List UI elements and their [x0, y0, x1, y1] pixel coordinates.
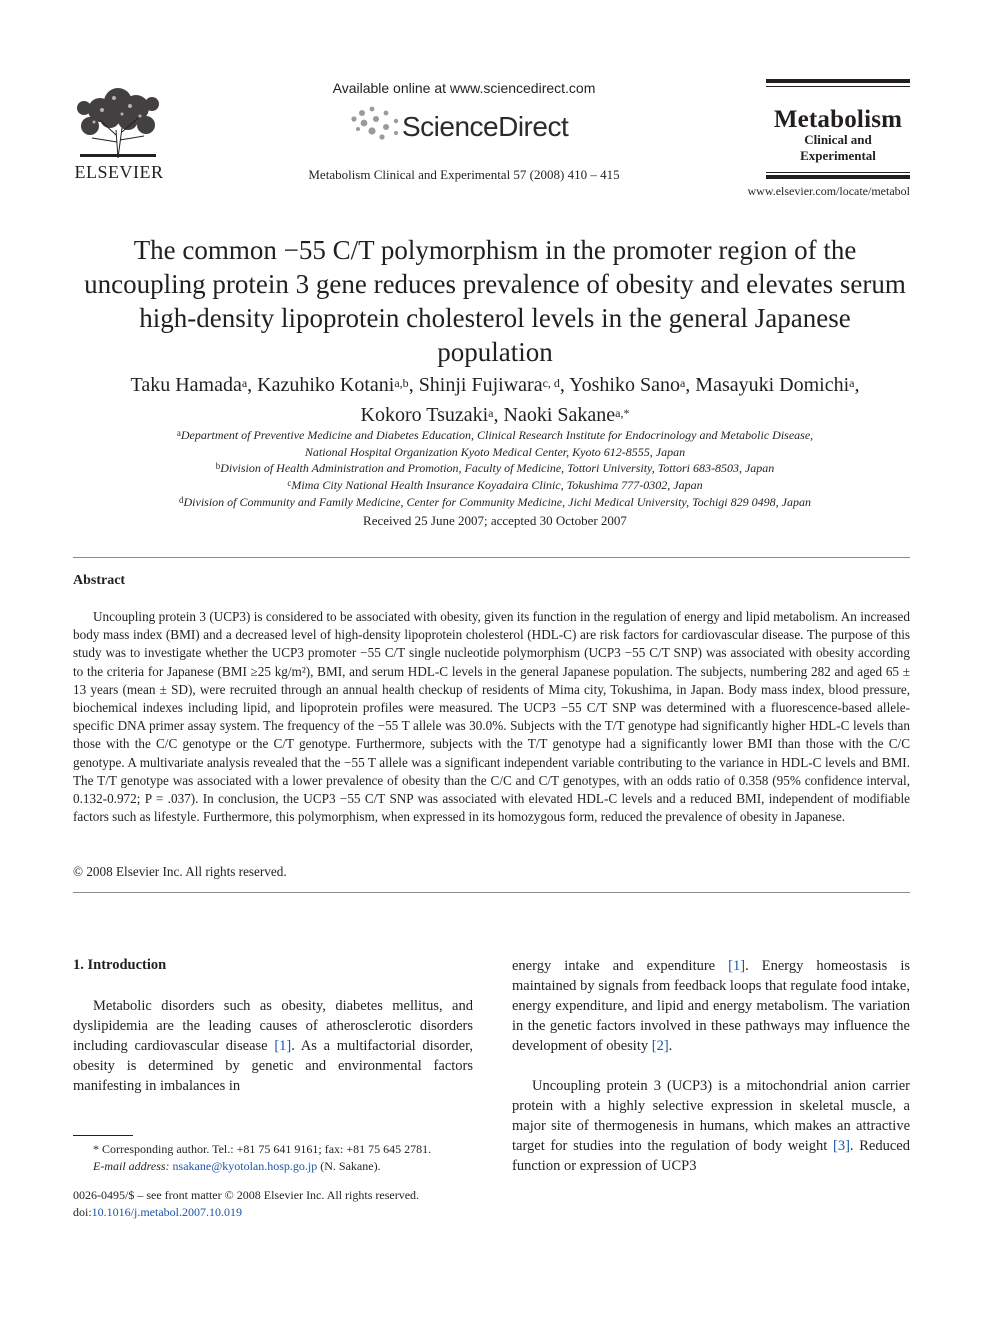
journal-title: Metabolism — [773, 106, 903, 133]
divider — [73, 557, 910, 558]
masthead-rule-bottom-thin — [766, 172, 910, 173]
author[interactable]: Masayuki Domichi$^a$ — [695, 374, 855, 396]
corresponding-author-note: * Corresponding author. Tel.: +81 75 641 9161; fax: +81 75 645 2781. — [93, 1142, 432, 1156]
author[interactable]: Shinji Fujiwara$^{c, d}$ — [418, 374, 560, 396]
email-link[interactable]: nsakane@kyotolan.hosp.go.jp — [172, 1159, 318, 1173]
author[interactable]: Kokoro Tsuzaki$^a$ — [360, 404, 494, 426]
author[interactable]: Kazuhiko Kotani$^{a,b}$ — [257, 374, 409, 396]
doi-line: doi:10.1016/j.metabol.2007.10.019 — [73, 1205, 242, 1219]
masthead-rule-bottom — [766, 175, 910, 179]
affiliation-c: $^c$Mima City National Health Insurance Koyadaira Clinic, Tokushima 777-0302, Japan — [287, 478, 703, 492]
journal-citation: Metabolism Clinical and Experimental 57 (2008) 410 – 415 — [308, 167, 620, 182]
available-online-text[interactable]: Available online at www.sciencedirect.com — [332, 80, 596, 96]
affiliation-d: $^d$Division of Community and Family Medicine, Center for Community Medicine, Jichi Medical University, Tochigi 829 0498, Japan — [179, 495, 811, 509]
intro-paragraph-2: Uncoupling protein 3 (UCP3) is a mitochondrial anion carrier protein with a highly selective expression in skeletal muscle, a major site of thermogenesis in humans, which makes an attractive target for studies into the regulation of body weight [3]. Reduced function or expression of UCP3 — [512, 1078, 910, 1174]
sciencedirect-name: ScienceDirect — [402, 111, 569, 142]
intro-paragraph-1: Metabolic disorders such as obesity, diabetes mellitus, and dyslipidemia are the leading causes of atherosclerotic disorders including cardiovascular disease [1]. As a multifactorial disorder, obesity is determined by genetic and environmental factors manifesting in imbalances in — [73, 998, 473, 1094]
journal-url-link[interactable]: www.elsevier.com/locate/metabol — [747, 184, 910, 198]
author-list: Taku Hamada$^a$, Kazuhiko Kotani$^{a,b}$, Shinji Fujiwara$^{c, d}$, Yoshiko Sano$^a$, Masayuki Domichi$^a$, Kokoro Tsuzaki$^a$, Naoki Sakane$^{a,*}$ — [130, 374, 860, 426]
affiliation-a: $^a$Department of Preventive Medicine and Diabetes Education, Clinical Research Institute for Endocrinology and Metabolic Disease, National Hospital Organization Kyoto Medical Center, Kyoto 612-8555, Japan — [176, 428, 814, 459]
divider — [73, 892, 910, 893]
author[interactable]: Naoki Sakane$^{a,*}$ — [503, 404, 630, 426]
section-heading: 1. Introduction — [73, 957, 167, 973]
affiliation-b: $^b$Division of Health Administration and Promotion, Faculty of Medicine, Tottori University, Tottori 683-8503, Japan — [215, 461, 775, 475]
abstract-heading: Abstract — [73, 573, 126, 588]
footnote-rule — [73, 1135, 133, 1136]
abstract-copyright: © 2008 Elsevier Inc. All rights reserved. — [73, 864, 287, 879]
citation-link[interactable]: [3] — [833, 1138, 850, 1154]
journal-subtitle: Clinical and Experimental — [800, 132, 876, 163]
citation-link[interactable]: [1] — [728, 958, 746, 974]
citation-link[interactable]: [1] — [274, 1038, 292, 1054]
author[interactable]: Yoshiko Sano$^a$ — [569, 374, 686, 396]
publisher-name: ELSEVIER — [74, 162, 164, 182]
abstract-text: Uncoupling protein 3 (UCP3) is considered to be associated with obesity, given its function in the regulation of energy and lipid metabolism. An increased body mass index (BMI) and a decreased level of high-density lipoprotein cholesterol (HDL-C) are risk factors for cardiovascular disease. The purpose of this study was to investigate whether the UCP3 promoter −55 C/T single nucleotide polymorphism (UCP3 −55 C/T SNP) was associated with obesity according to the criteria for Japanese (BMI ≥25 kg/m²), BMI, and serum HDL-C levels in the general Japanese population. The subjects, numbering 282 and aged 65 ± 13 years (mean ± SD), were recruited through an annual health checkup of residents of Mima city, Tokushima, in Japan. Body mass index, blood pressure, biochemical indexes including lipid, and lipoprotein profiles were measured. The UCP3 −55 C/T SNP was determined with a fluorescence-based allele-specific DNA primer assay system. The frequency of the −55 T allele was 30.0%. Subjects with the T/T genotype had significantly higher HDL-C levels than those with the C/C genotype or the C/T genotype. Furthermore, subjects with the T/T genotype had a significantly lower BMI than those with the C/C genotype. A multivariate analysis revealed that the −55 T allele was a significant independent variable contributing to the variance in HDL-C levels and BMI. The T/T genotype was associated with a lower prevalence of obesity than the C/C and C/T genotypes, with an odds ratio of 0.358 (95% confidence interval, 0.132-0.972; P = .037). In conclusion, the UCP3 −55 C/T SNP was associated with elevated HDL-C levels and a reduced BMI, independent of modifiable factors such as lifestyle. Furthermore, this polymorphism, when expressed in its homozygous form, reduced the prevalence of obesity in Japanese. — [73, 609, 910, 825]
author[interactable]: Taku Hamada$^a$ — [130, 374, 248, 396]
article-title: The common −55 C/T polymorphism in the promoter region of the uncoupling protein 3 gene reduces prevalence of obesity and elevates serum high-density lipoprotein cholesterol levels in the general Japanese population — [84, 235, 906, 367]
received-dates: Received 25 June 2007; accepted 30 October 2007 — [363, 513, 627, 528]
intro-paragraph-1-cont: energy intake and expenditure [1]. Energy homeostasis is maintained by signals from feedback loops that regulate food intake, energy expenditure, and lipid and energy metabolism. The variation in the genetic factors involved in these pathways may influence the development of obesity [2]. — [512, 958, 911, 1054]
email-note: E-mail address: nsakane@kyotolan.hosp.go.jp (N. Sakane). — [93, 1159, 381, 1173]
masthead-rule-top — [766, 79, 910, 83]
masthead-rule-top-thin — [766, 86, 910, 87]
citation-link[interactable]: [2] — [651, 1038, 669, 1054]
issn-line: 0026-0495/$ – see front matter © 2008 Elsevier Inc. All rights reserved. — [73, 1188, 420, 1202]
doi-link[interactable]: 10.1016/j.metabol.2007.10.019 — [91, 1205, 242, 1219]
